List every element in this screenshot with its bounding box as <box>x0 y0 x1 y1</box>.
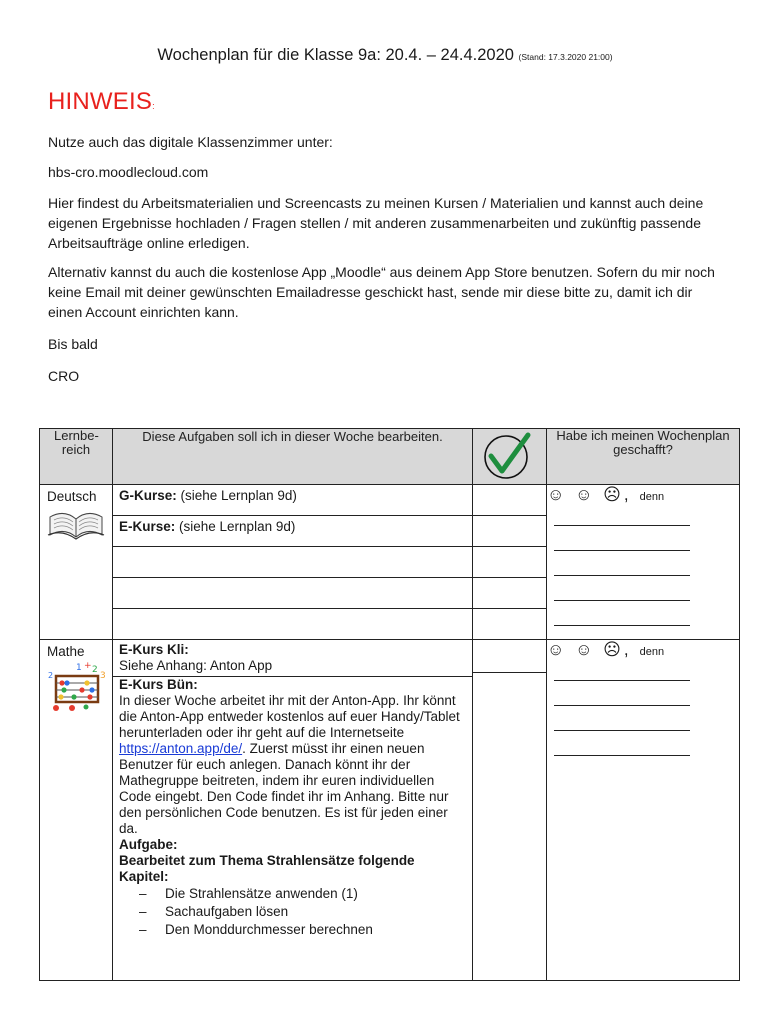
list-item: – Den Monddurchmesser berechnen <box>139 921 466 939</box>
answer-line[interactable] <box>554 525 690 526</box>
hinweis-heading <box>48 88 155 116</box>
hinweis-colon: : <box>152 101 155 111</box>
check-cell[interactable] <box>473 578 547 609</box>
svg-text:3: 3 <box>100 671 106 681</box>
answer-line[interactable] <box>554 755 690 756</box>
anton-app-link[interactable]: https://anton.app/de/ <box>119 741 243 756</box>
empty-task-cell <box>113 609 473 640</box>
smiley-rating[interactable]: ☺ ☺ ☹ , denn <box>547 640 665 659</box>
intro-paragraph-3: Hier findest du Arbeitsmaterialien und Screencasts zu meinen Kursen / Materialien und kannst auch deine eigenen Ergebnisse hochladen / Fragen stellen / mit anderen zusammenarbeiten und zukünftig passende Arbeitsaufträge online erledigen. <box>48 195 704 251</box>
author-signature: CRO <box>48 368 80 384</box>
answer-line[interactable] <box>554 575 690 576</box>
subject-name: Mathe <box>47 644 85 659</box>
empty-task-cell <box>113 547 473 578</box>
mathe-e-kurs-kli: E-Kurs Kli: Siehe Anhang: Anton App <box>113 642 472 677</box>
title-text: Wochenplan für die Klasse 9a: 20.4. – 24.4.2020 <box>157 46 514 64</box>
intro-paragraph-4: Alternativ kannst du auch die kostenlose App „Moodle“ aus deinem App Store benutzen. Sofern du mir noch keine Email mit deiner gewünschten Emailadresse geschickt hast, sende mir diese bitte zu, damit ich dir einen Account einrichten kann. <box>48 264 715 320</box>
header-aufgaben: Diese Aufgaben soll ich in dieser Woche bearbeiten. <box>113 429 473 485</box>
empty-task-cell <box>113 578 473 609</box>
subject-mathe <box>40 640 113 981</box>
mathe-tasks <box>113 640 473 981</box>
check-cell[interactable] <box>473 609 547 640</box>
answer-line[interactable] <box>554 600 690 601</box>
moodle-url: hbs-cro.moodlecloud.com <box>48 164 209 180</box>
smiley-rating[interactable]: ☺ ☺ ☹ , denn <box>547 485 665 504</box>
svg-text:1: 1 <box>76 663 82 673</box>
closing-greeting: Bis bald <box>48 336 98 352</box>
abacus-icon <box>46 660 108 712</box>
svg-text:2: 2 <box>48 671 54 680</box>
hinweis-label: HINWEIS <box>48 88 153 115</box>
feedback-mathe <box>547 640 740 981</box>
mathe-e-kurs-bun: E-Kurs Bün: In dieser Woche arbeitet ihr mit der Anton-App. Ihr könnt die Anton-App entweder kostenlos auf euer Handy/Tablet herunterladen oder ihr geht auf die Internetseite https://anton.app/de/. Zuerst müsst ihr einen neuen Benutzer für euch anlegen. Danach könnt ihr der Mathegruppe beitreten, indem ihr euren individuellen Code eingebt. Den Code findet ihr im Anhang. Bitte nur den persönlichen Code benutzen. Es ist für jeden einer da. Aufgabe: Bearbeitet zum Thema Strahlensätze folgende Kapitel: <box>119 677 460 884</box>
table-row <box>40 640 740 981</box>
list-item: – Die Strahlensätze anwenden (1) <box>139 885 466 903</box>
check-cell[interactable] <box>473 547 547 578</box>
subject-deutsch <box>40 485 113 640</box>
header-check <box>473 429 547 485</box>
check-cell[interactable] <box>473 640 547 981</box>
answer-line[interactable] <box>554 730 690 731</box>
feedback-deutsch <box>547 485 740 640</box>
open-book-icon <box>46 505 106 541</box>
svg-text:+: + <box>84 661 92 671</box>
check-cell[interactable] <box>473 485 547 516</box>
task-list <box>119 885 466 939</box>
intro-paragraph-1: Nutze auch das digitale Klassenzimmer unter: <box>48 134 333 150</box>
header-geschafft: Habe ich meinen Wochenplan geschafft? <box>547 429 740 485</box>
answer-line[interactable] <box>554 680 690 681</box>
deutsch-g-kurse: G-Kurse: (siehe Lernplan 9d) <box>113 485 473 516</box>
check-cell[interactable] <box>473 516 547 547</box>
stand-date: (Stand: 17.3.2020 21:00) <box>518 52 613 62</box>
svg-text:2: 2 <box>92 665 98 675</box>
subject-name: Deutsch <box>47 489 97 504</box>
list-item: – Sachaufgaben lösen <box>139 903 466 921</box>
page-title <box>0 46 770 65</box>
answer-line[interactable] <box>554 625 690 626</box>
answer-line[interactable] <box>554 705 690 706</box>
table-row <box>40 485 740 516</box>
header-lernbereich: Lernbe-reich <box>40 429 113 485</box>
deutsch-e-kurse: E-Kurse: (siehe Lernplan 9d) <box>113 516 473 547</box>
checkmark-icon <box>475 429 545 481</box>
weekly-plan-table <box>39 428 740 981</box>
answer-line[interactable] <box>554 550 690 551</box>
table-header-row <box>40 429 740 485</box>
